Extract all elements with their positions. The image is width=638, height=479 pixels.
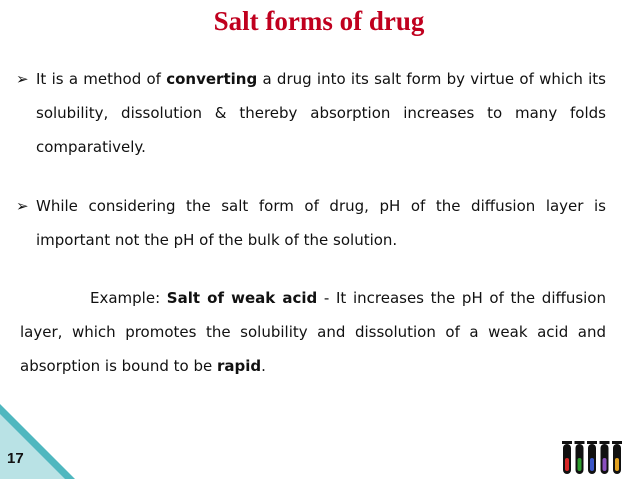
test-tube-rim xyxy=(612,441,622,444)
test-tube-rim xyxy=(600,441,610,444)
slide-title: Salt forms of drug xyxy=(213,6,425,36)
test-tubes-icon xyxy=(561,440,625,476)
bullet-point-1: ➢ It is a method of converting a drug into its salt form by virtue of which its solubility, dissolution & thereby absorption increases to many folds comparatively. xyxy=(36,62,606,164)
test-tube-liquid xyxy=(590,458,594,471)
page-number: 17 xyxy=(7,450,24,467)
test-tube-liquid xyxy=(603,458,607,471)
bullet-point-2: ➢ While considering the salt form of drug, pH of the diffusion layer is important not the pH of the bulk of the solution. xyxy=(36,189,606,257)
test-tube-rim xyxy=(587,441,597,444)
example-paragraph: Example: Salt of weak acid - It increases the pH of the diffusion layer, which promotes the solubility and dissolution of a weak acid and absorption is bound to be rapid. xyxy=(20,289,606,375)
arrow-bullet-icon: ➢ xyxy=(16,197,29,215)
page-number-badge xyxy=(0,404,75,479)
test-tube-rim xyxy=(562,441,572,444)
arrow-bullet-icon: ➢ xyxy=(16,70,29,88)
test-tube-rim xyxy=(575,441,585,444)
test-tube-liquid xyxy=(578,458,582,471)
emphasis-converting: converting xyxy=(166,70,258,88)
test-tube-liquid xyxy=(615,458,619,471)
emphasis-salt-of-weak-acid: Salt of weak acid xyxy=(166,289,318,307)
emphasis-rapid: rapid xyxy=(217,357,262,375)
test-tube-liquid xyxy=(565,458,569,471)
